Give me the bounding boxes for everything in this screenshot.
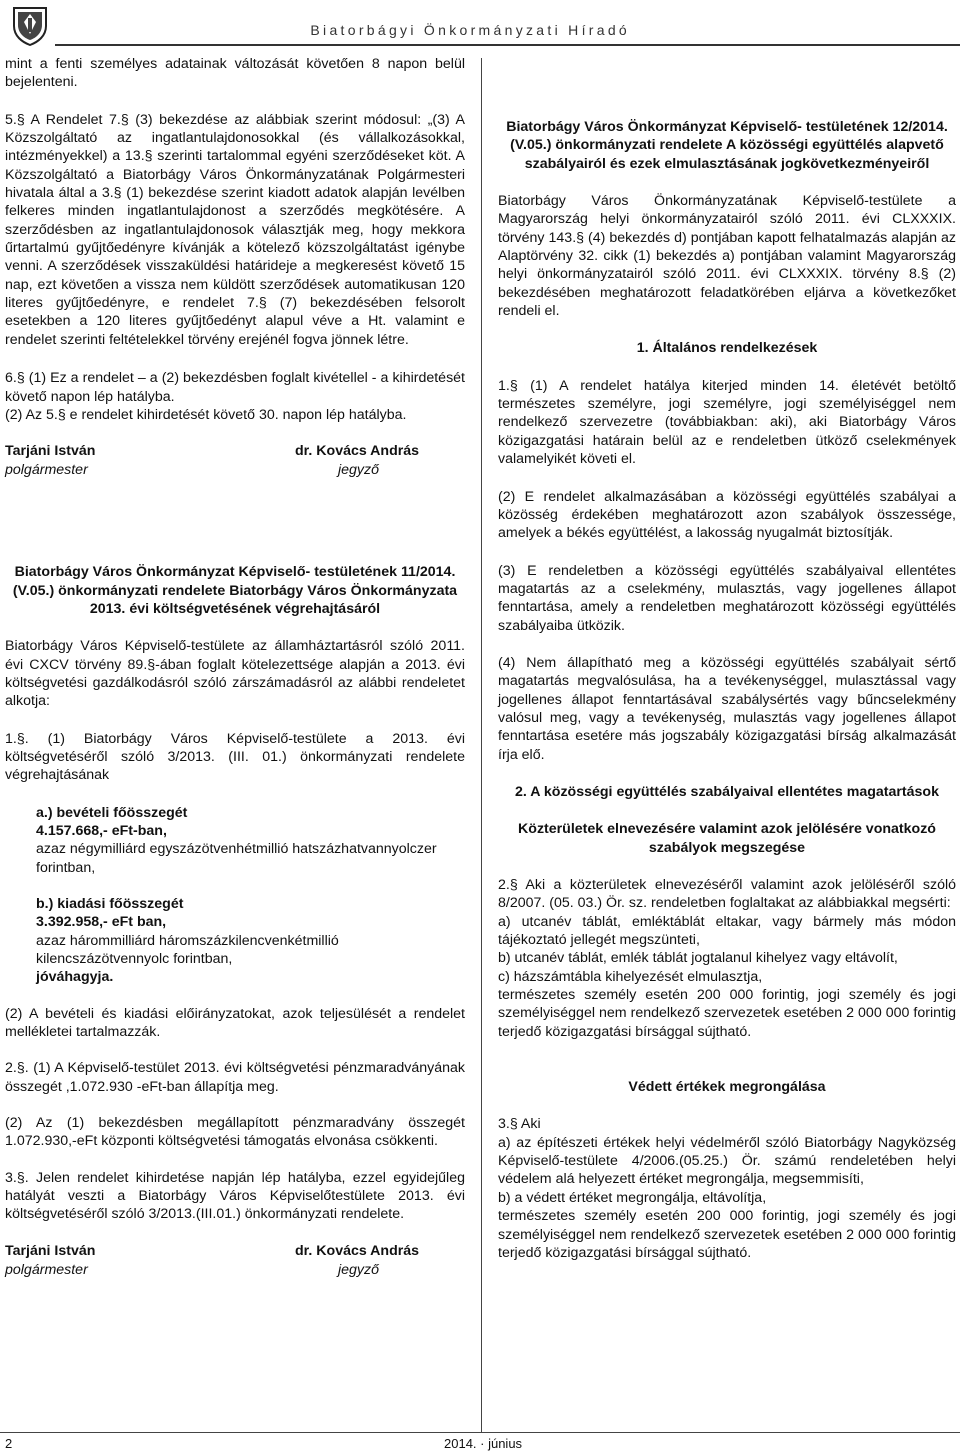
decree-12-section-2-c: c) házszámtábla kihelyezését elmulasztja, xyxy=(498,968,763,985)
paragraph-section-5: 5.§ A Rendelet 7.§ (3) bekezdése az alábbiak szerint módosul: „(3) A Közszolgáltató az ingatlantulajdonosokkal (és vállalkozásokkal, intézményekkel) a 13.§ szerinti tartalommal egyéni szerződéseket köt. A Közszolgáltató a Biatorbágy Város Önkormányzatának Polgármesteri hivatala által a 3.§ (1) bekezdése szerint kiadott adatok alapján levélben felkeres minden ingatlantulajdonost a szerződés megkötésére. A szerződésben az ingatlantulajdonosok választják meg, hogy mekkora űrtartalmú gyűjtőedényre kívánják a kötelező közszolgáltatást igénybe venni. A szerződések visszaküldési határideje a megkeresést követő 15 nap, ezt követően a vissza nem küldött szerződések automatikusan 120 literes gyűjtőedényre, e rendelet 7.§ (7) bekezdésében felsorolt esetekben a 120 literes gyűjtőedényt alapul véve a Ht. valamint e rendelet szerinti feltételekkel törvény erejénél fogva jönnek létre. xyxy=(5,111,465,348)
decree-12-section-1: 1.§ (1) A rendelet hatálya kiterjed minden 14. életévét betöltő természetes személyre, jogi személyre, jogi személyiséggel nem rendelkező szervezetre (továbbiakban: aki), aki Biatorbágy Város közigazgatási határain belül az e rendeletben ütköző cselekmények valamelyikét követi el. xyxy=(498,377,956,468)
signer-role-notary: jegyző xyxy=(338,462,380,479)
heading-conduct-rules: 2. A közösségi együttélés szabályaival ellentétes magatartások xyxy=(515,783,939,800)
decree-11-preamble: Biatorbágy Város Képviselő-testülete az államháztartásról szóló 2011. évi CXCV törvény 89.§-ában foglalt kötelezettsége alapján a 2013. évi költségvetési gazdálkodásról szóló zárszámadásról az alábbi rendeletet alkotja: xyxy=(5,638,465,710)
signature-block-2 xyxy=(5,1242,465,1280)
decree-12-preamble: Biatorbágy Város Önkormányzatának Képviselő-testülete a Magyarország helyi önkormányzatairól szóló 2011. évi CLXXXIX. törvény 143.§ (4) bekezdés d) pontjában kapott felhatalmazás alapján az Alaptörvény 32. cikk (1) bekezdés a) pontjában valamint Magyarország helyi önkormányzatairól szóló 2011. évi CLXXXIX. törvény 8.§ (2) bekezdésében meghatározott feladatkörében eljárva a következőket rendeli el. xyxy=(498,193,956,320)
signer-name-notary: dr. Kovács András xyxy=(295,1242,420,1259)
column-divider xyxy=(481,58,482,1433)
decree-12-title: Biatorbágy Város Önkormányzat Képviselő- testületének 12/2014.(V.05.) önkormányzati rendelete A közösségi együttélés alapvető szabályairól és ezek elmulasztásának jogkövetkezményeiről xyxy=(506,119,948,172)
revenue-block xyxy=(5,804,465,987)
decree-12-section-1-4: (4) Nem állapítható meg a közösségi együttélés szabályait sértő magatartás megvalósulása, ha a tevékenységgel, mulasztással vagy jogellenes állapot fenntartásával szabálysértés vagy bűncselekmény valósul meg, vagy a tevékenység, mulasztás vagy jogellenes állapot fenntartása esetére más jogszabály közigazgatási bírság alkalmazását írja elő. xyxy=(498,654,956,763)
decree-12-section-3-b: b) a védett értéket megrongálja, eltávolítja, xyxy=(498,1189,767,1206)
header-rule xyxy=(55,44,960,46)
revenue-in-words: azaz négymilliárd egyszázötvenhétmillió hatszázhatvannyolczer forintban, xyxy=(36,841,437,876)
decree-12-section-1-3: (3) E rendeletben a közösségi együttélés szabályaival ellentétes magatartás az a cselekmény, mulasztás, vagy jogellenes állapot fenntartása, amely a rendeletben meghatározott közösségi együttélés szabályaiba ütközik. xyxy=(498,562,956,634)
right-column xyxy=(498,118,956,1262)
publication-title: Biatorbágyi Önkormányzati Híradó xyxy=(310,22,630,38)
decree-11-section-1-2: (2) A bevételi és kiadási előirányzatokat, azok teljesülését a rendelet mellékletei tartalmazzák. xyxy=(5,1005,465,1041)
decree-12-section-3: 3.§ Aki xyxy=(498,1116,541,1133)
revenue-amount: 4.157.668,- eFt-ban, xyxy=(36,822,167,839)
city-crest-logo xyxy=(10,4,50,46)
page-number: 2 xyxy=(5,1436,13,1451)
paragraph-section-6-2: (2) Az 5.§ e rendelet kihirdetését követő 30. napon lép hatályba. xyxy=(5,406,407,423)
approval-word: jóváhagyja. xyxy=(36,969,114,986)
decree-11-section-2: 2.§. (1) A Képviselő-testület 2013. évi költségvetési pénzmaradványának összegét ,1.072.930 -eFt-ban állapítja meg. xyxy=(5,1060,465,1095)
signer-role-mayor: polgármester xyxy=(5,1261,88,1278)
expense-in-words: azaz hárommilliárd háromszázkilencvenkétmillió kilencszázötvennyolc forintban, xyxy=(36,932,339,968)
decree-11-section-1: 1.§. (1) Biatorbágy Város Képviselő-testülete a 2013. évi költségvetéséről szóló 3/2013. (III. 01.) önkormányzati rendelete végrehajtásának xyxy=(5,730,465,784)
decree-12-section-2-a: a) utcanév táblát, emléktáblát eltakar, vagy bármely más módon tájékoztató jellegét megszünteti, xyxy=(498,913,956,949)
decree-12-section-2-penalty: természetes személy esetén 200 000 forintig, jogi személy és jogi személyiséggel nem rendelkező szervezetek esetében 2 000 000 forintig terjedő közigazgatási bírsággal sújtható. xyxy=(498,987,956,1040)
footer-rule xyxy=(0,1432,960,1433)
paragraph-section-6: 6.§ (1) Ez a rendelet – a (2) bekezdésben foglalt kivétellel - a kihirdetését követő napon lép hatályba. xyxy=(5,370,465,405)
decree-11-section-2-2: (2) Az (1) bekezdésben megállapított pénzmaradvány összegét 1.072.930,-eFt központi költségvetési támogatás elvonása csökkenti. xyxy=(5,1115,465,1150)
heading-street-names: Közterületek elnevezésére valamint azok jelölésére vonatkozó szabályok megszegése xyxy=(518,821,936,856)
revenue-title: a.) bevételi főösszegét xyxy=(36,804,188,821)
decree-12-section-1-2: (2) E rendelet alkalmazásában a közösségi együttélés szabályai a közösség érdekében meghatározott azon szabályok összessége, amelyek a békés együttélést, a lakosság nyugalmát biztosítják. xyxy=(498,488,956,542)
decree-12-section-3-penalty: természetes személy esetén 200 000 forintig, jogi személy és jogi személyiséggel nem rendelkező szervezetek esetében 2 000 000 forintig terjedő közigazgatási bírsággal sújtható. xyxy=(498,1208,956,1261)
issue-date: 2014. · június xyxy=(444,1436,523,1451)
signer-name-mayor: Tarjáni István xyxy=(5,443,96,460)
decree-12-section-3-a: a) az építészeti értékek helyi védelméről szóló Biatorbágy Nagyközség Képviselő-testülete 4/2006.(05.25.) Ör. számú rendeletében helyi védelem alá helyezett értéket megrongálja, megsemmisíti, xyxy=(498,1134,956,1188)
signer-role-notary: jegyző xyxy=(338,1261,380,1278)
paragraph-intro: mint a fenti személyes adatainak változását követően 8 napon belül bejelenteni. xyxy=(5,56,465,91)
decree-12-section-2: 2.§ Aki a közterületek elnevezéséről valamint azok jelöléséről szóló 8/2007. (05. 03.) Ör. sz. rendeletben foglaltakat az alábbiakkal megsérti: xyxy=(498,877,956,912)
heading-general-provisions: 1. Általános rendelkezések xyxy=(636,340,818,357)
heading-protected-values: Védett értékek megrongálása xyxy=(628,1079,826,1096)
signer-name-notary: dr. Kovács András xyxy=(295,443,420,460)
decree-12-section-2-b: b) utcanév táblát, emlék táblát jogtalanul kihelyez vagy eltávolít, xyxy=(498,950,898,967)
decree-11-section-3: 3.§. Jelen rendelet kihirdetése napján lép hatályba, ezzel egyidejűleg hatályát veszti a Biatorbágy Város Képviselőtestülete 2013. évi költségvetéséről szóló 3/2013.(III.01.) önkormányzati rendelete. xyxy=(5,1169,465,1223)
left-column xyxy=(5,55,465,1280)
signature-block-1 xyxy=(5,442,465,480)
decree-11-title: Biatorbágy Város Önkormányzat Képviselő- testületének 11/2014.(V.05.) önkormányzati rendelete Biatorbágy Város Önkormányzata 2013. évi költségvetésének végrehajtásáról xyxy=(12,564,458,617)
expense-amount: 3.392.958,- eFt ban, xyxy=(36,914,167,931)
signer-name-mayor: Tarjáni István xyxy=(5,1242,96,1259)
signer-role-mayor: polgármester xyxy=(5,462,88,479)
expense-title: b.) kiadási főösszegét xyxy=(36,896,184,912)
